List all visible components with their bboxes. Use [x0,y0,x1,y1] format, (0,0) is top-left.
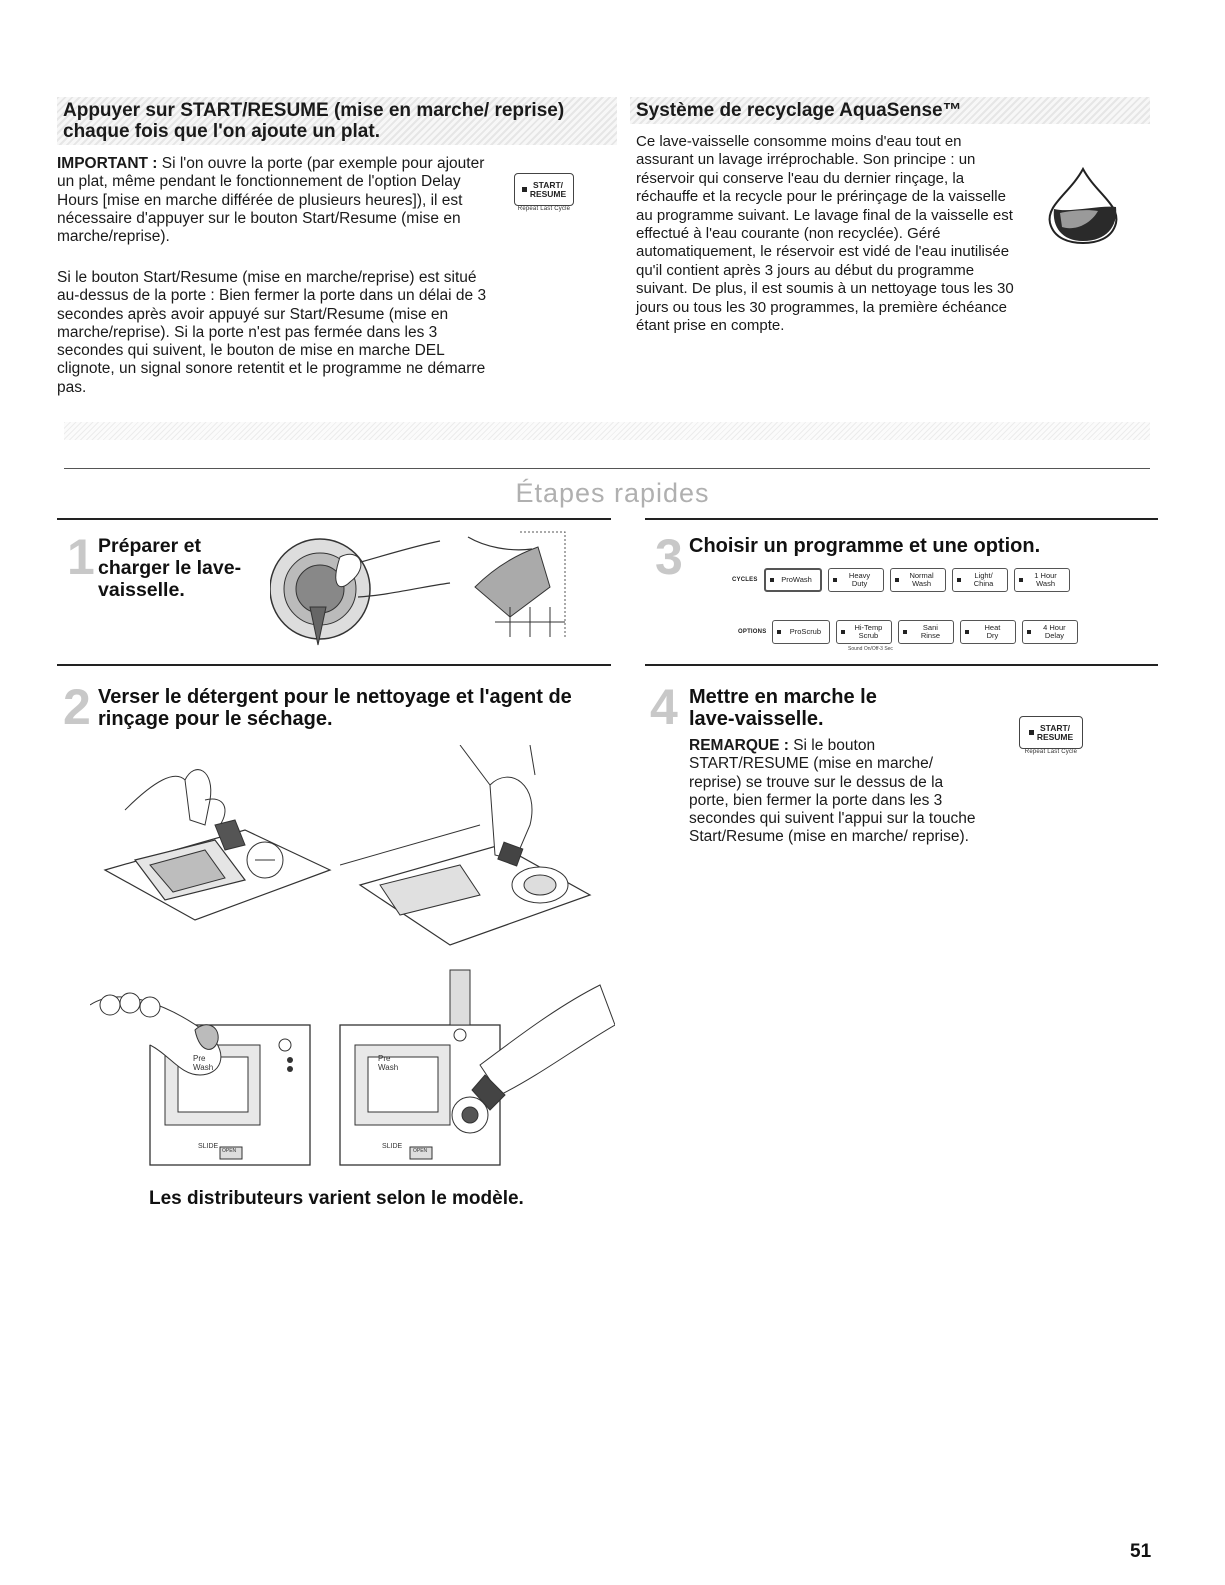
cycle-label-line2: China [973,579,994,588]
step-1-title: Préparer et charger le lave-vaisselle. [98,535,242,601]
cycle-label-line2: Wash [912,579,931,588]
repeat-last-cycle-caption: Repeat Last Cycle [517,206,571,212]
prewash-label: Pre Wash [193,1054,214,1072]
heading-text: Appuyer sur START/RESUME (mise en marche/ reprise) chaque fois que l'on ajoute un plat. [63,100,565,142]
cycle-label-line1: 1 Hour [1034,571,1057,580]
cycle-label-line1: Heavy [848,571,871,580]
right-column-rule [645,518,1158,520]
repeat-last-cycle-caption: Repeat Last Cycle [1024,749,1078,755]
led-indicator [965,630,969,634]
led-indicator [777,630,781,634]
step-2-number: 2 [63,679,91,735]
rinse-aid-illustration-2 [330,965,615,1180]
open-label-2: OPEN [413,1148,428,1154]
detergent-dispenser-illustration-1 [95,750,335,965]
cycle-label-line2: Duty [851,579,868,588]
important-label: IMPORTANT : [57,155,158,172]
left-column-mid-rule [57,664,611,666]
option-button-proscrub[interactable] [772,620,830,644]
section-heading-aquasense [630,97,1150,124]
options-label: OPTIONS [738,629,767,635]
start-label: START/ [1039,722,1071,733]
slide-label-2: SLIDE [382,1143,403,1150]
option-label-line1: Sani [922,623,938,632]
quick-steps-title: Étapes rapides [515,478,710,508]
led-indicator [522,187,527,192]
cycle-button-1-hour-wash[interactable] [1014,568,1070,592]
cycle-label [1027,572,1065,588]
option-button-4-hour-delay[interactable] [1022,620,1078,644]
slide-label: SLIDE [198,1143,219,1150]
section-heading-start-resume [57,97,617,145]
dispensers-caption: Les distributeurs varient selon le modèle. [149,1188,524,1209]
option-label-line2: Delay [1044,631,1064,640]
led-indicator [895,578,899,582]
start-resume-paragraph: Si le bouton Start/Resume (mise en marche/reprise) est situé au-dessus de la porte : Bien fermer la porte dans un délai de 3 secondes après avoir appuyé sur Start/Resume (mise en marche/reprise). Si la porte n'est pas fermée dans les 3 secondes qui suivent, le bouton de mise en marche DEL clignote, un signal sonore retentit et le programme ne démarre pas. [57,269,487,396]
sound-note: Sound On/Off-3 Sec [848,646,893,652]
start-resume-button [514,173,574,206]
option-button-heat-dry[interactable] [960,620,1016,644]
start-resume-button [1019,716,1083,749]
quick-steps-top-rule [64,468,1150,469]
cycle-label: ProWash [781,575,812,584]
option-label [849,624,887,640]
cycle-button-heavy-duty[interactable] [828,568,884,592]
cycle-label [965,572,1003,588]
option-label: ProScrub [789,627,822,636]
open-label: OPEN [222,1148,237,1154]
option-label-line1: Heat [984,623,1001,632]
cycle-label [841,572,879,588]
step-3-title: Choisir un programme et une option. [689,535,1041,557]
step-4-remark [689,737,979,847]
start-resume-label [530,181,566,199]
led-indicator [903,630,907,634]
option-label-line1: 4 Hour [1043,623,1066,632]
start-resume-button-illustration [508,173,580,212]
option-label-line2: Dry [986,631,999,640]
rinse-aid-illustration-1 [340,745,600,965]
remark-text: Si le bouton START/RESUME (mise en marche/ reprise) se trouve sur le dessus de la porte, bien fermer la porte dans les 3 secondes qui suivent l'appui sur la touche Start/Resume (mise en marche/ reprise). [689,737,976,846]
important-text: Si l'on ouvre la porte (par exemple pour ajouter un plat, même pendant le fonctionnement de l'option Delay Hours [mise en marche différée de plusieurs heures]), il est nécessaire d'appuyer sur le bouton Start/Resume (mise en marche/reprise). [57,155,485,246]
important-paragraph [57,155,497,246]
start-resume-label [1037,724,1073,742]
aquasense-paragraph: Ce lave-vaisselle consomme moins d'eau tout en assurant un lavage irréprochable. Son principe : un réservoir qui conserve l'eau du dernier rinçage, la réchauffe et la recycle pour le prérinçage de la vaisselle au programme suivant. Le lavage final de la vaisselle est effectué à l'eau courante (non recyclée). Géré automatiquement, le réservoir est vidé de l'eau inutilisée qu'il contient après 3 jours au début du programme suivant. De plus, il est soumis à un nettoyage tous les 30 jours ou tous les 30 programmes, la première échéance étant prise en compte. [636,133,1014,335]
led-indicator [957,578,961,582]
cycles-label: CYCLES [732,577,758,583]
option-button-hi-temp-scrub[interactable] [836,620,892,644]
cycle-label-line2: Wash [1036,579,1055,588]
resume-label: RESUME [529,188,567,199]
remark-label: REMARQUE : [689,737,789,754]
loading-dishes-illustration [270,527,570,662]
start-label: START/ [532,179,564,190]
prewash-label-2: Pre Wash [378,1054,399,1072]
option-label-line1: Hi-Temp [854,623,883,632]
option-label-line2: Rinse [920,631,940,640]
cycle-button-light-china[interactable] [952,568,1008,592]
led-indicator [1029,730,1034,735]
cycle-label-line1: Light/ [974,571,993,580]
page-number: 51 [1130,1541,1152,1562]
decorative-hatch-strip [64,422,1150,440]
cycle-button-normal-wash[interactable] [890,568,946,592]
resume-label: RESUME [1036,731,1074,742]
cycle-label-line1: Normal [909,571,934,580]
heading-text: Système de recyclage AquaSense™ [636,100,962,121]
led-indicator [770,578,774,582]
right-column-mid-rule [645,664,1158,666]
option-label [1035,624,1073,640]
option-button-sani-rinse[interactable] [898,620,954,644]
option-label [973,624,1011,640]
option-label-line2: Scrub [858,631,879,640]
start-resume-button-illustration-2 [1015,716,1087,755]
left-column-rule [57,518,611,520]
step-4-title: Mettre en marche le lave-vaisselle. [689,686,877,730]
step-4-number: 4 [650,679,678,735]
control-panel-cycles [732,568,1070,592]
control-panel-options [738,620,1078,644]
led-indicator [841,630,845,634]
led-indicator [1019,578,1023,582]
led-indicator [1027,630,1031,634]
cycle-button-prowash[interactable] [764,568,822,592]
water-drop-icon [1040,165,1126,250]
step-2-title: Verser le détergent pour le nettoyage et l'agent de rinçage pour le séchage. [98,686,572,730]
option-label [911,624,949,640]
step-3-number: 3 [655,529,683,585]
cycle-label [903,572,941,588]
led-indicator [833,578,837,582]
step-1-number: 1 [67,529,95,585]
